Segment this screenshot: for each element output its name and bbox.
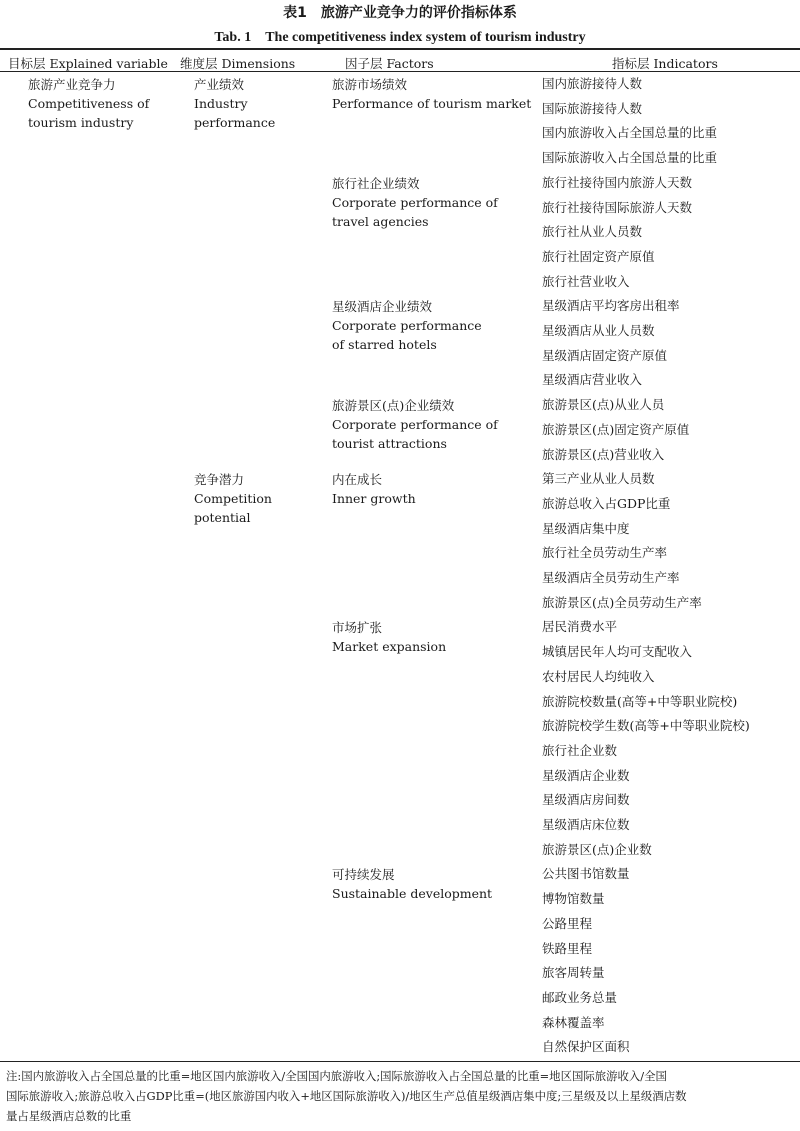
indicator-item: 旅行社全员劳动生产率: [542, 545, 668, 561]
factor-cell: [332, 75, 531, 113]
indicator-item: 旅游景区(点)营业收入: [542, 446, 665, 462]
factor-cell: [332, 865, 492, 903]
header-dimension: 维度层 Dimensions: [180, 56, 296, 71]
indicator-item: 星级酒店从业人员数: [542, 323, 655, 338]
indicator-item: 星级酒店企业数: [542, 767, 630, 783]
note-line: 注:国内旅游收入占全国总量的比重=地区国内旅游收入/全国国内旅游收入;国际旅游收入占全国总量的比重=地区国际旅游收入/全国: [6, 1069, 667, 1083]
factor-cn: 可持续发展: [332, 867, 395, 882]
factor-cn: 旅游市场绩效: [332, 77, 408, 92]
indicator-item: 星级酒店全员劳动生产率: [542, 570, 680, 585]
indicator-item: 博物馆数量: [542, 891, 605, 907]
indicator-item: 旅行社企业数: [542, 742, 618, 758]
factor-en1: Inner growth: [332, 491, 416, 506]
indicator-item: 星级酒店集中度: [542, 520, 630, 536]
indicator-item: 旅行社从业人员数: [542, 224, 643, 240]
table-title-english: Tab. 1 The competitiveness index system of tourism industry: [214, 30, 586, 45]
factor-cell: [332, 297, 482, 354]
header-rule: [0, 71, 800, 72]
dimension-en2: potential: [194, 510, 251, 525]
factor-en1: Market expansion: [332, 639, 447, 654]
target-cell: [28, 75, 149, 132]
indicator-item: 旅行社接待国内旅游人天数: [542, 174, 693, 190]
indicator-item: 旅游院校数量(高等+中等职业院校): [542, 693, 738, 709]
target-cn: 旅游产业竞争力: [28, 77, 116, 92]
indicator-item: 旅游总收入占GDP比重: [542, 495, 671, 511]
indicator-item: 国际旅游接待人数: [542, 100, 643, 116]
factor-en1: Corporate performance of: [332, 417, 498, 432]
factor-en2: travel agencies: [332, 214, 429, 229]
indicator-item: 星级酒店固定资产原值: [542, 347, 668, 363]
indicator-item: 铁路里程: [542, 940, 593, 956]
target-en1: Competitiveness of: [28, 96, 150, 111]
indicator-item: 旅游景区(点)全员劳动生产率: [542, 594, 702, 610]
indicator-item: 旅游景区(点)固定资产原值: [542, 421, 690, 437]
factor-cell: [332, 470, 416, 508]
indicator-item: 旅行社营业收入: [542, 273, 630, 289]
factor-en2: of starred hotels: [332, 337, 437, 352]
dimension-en2: performance: [194, 115, 276, 130]
factor-cn: 星级酒店企业绩效: [332, 299, 433, 314]
factor-cell: [332, 174, 498, 231]
factor-cell: [332, 618, 446, 656]
factor-cell: [332, 396, 498, 453]
factor-cn: 旅行社企业绩效: [332, 176, 420, 191]
factor-cn: 内在成长: [332, 472, 383, 487]
indicator-item: 公路里程: [542, 915, 593, 931]
note-line: 国际旅游收入;旅游总收入占GDP比重=(地区旅游国内收入+地区国际旅游收入)/地区生产总值星级酒店集中度;三星级及以上星级酒店数: [6, 1089, 687, 1103]
dimension-en1: Industry: [194, 96, 248, 111]
dimension-cell: [194, 470, 272, 527]
table-note: [6, 1066, 796, 1126]
dimension-en1: Competition: [194, 491, 272, 506]
indicator-item: 邮政业务总量: [542, 989, 618, 1005]
indicator-item: 旅客周转量: [542, 965, 605, 981]
header-target: 目标层 Explained variable: [8, 56, 168, 71]
indicator-item: 旅行社接待国际旅游人天数: [542, 199, 693, 215]
indicator-item: 星级酒店房间数: [542, 792, 630, 808]
indicator-item: 国内旅游收入占全国总量的比重: [542, 125, 718, 141]
indicator-item: 星级酒店平均客房出租率: [542, 298, 680, 314]
dimension-cn: 竞争潜力: [194, 472, 245, 487]
top-rule: [0, 48, 800, 50]
factor-en1: Sustainable development: [332, 886, 493, 901]
indicator-item: 旅游院校学生数(高等+中等职业院校): [542, 718, 750, 734]
indicator-item: 星级酒店营业收入: [542, 372, 643, 388]
indicator-item: 居民消费水平: [542, 619, 618, 635]
dimension-cell: [194, 75, 275, 132]
factor-en1: Corporate performance of: [332, 195, 498, 210]
indicator-item: 旅行社固定资产原值: [542, 248, 655, 264]
target-en2: tourism industry: [28, 115, 134, 130]
indicator-item: 农村居民人均纯收入: [542, 668, 655, 684]
indicator-item: 第三产业从业人员数: [542, 471, 655, 487]
table-title-chinese: 表1 旅游产业竞争力的评价指标体系: [283, 5, 517, 21]
indicator-item: 城镇居民年人均可支配收入: [542, 644, 693, 660]
factor-en2: tourist attractions: [332, 436, 447, 451]
factor-en1: Performance of tourism market: [332, 96, 532, 111]
factor-cn: 旅游景区(点)企业绩效: [332, 398, 455, 413]
bottom-rule: [0, 1061, 800, 1062]
indicator-item: 国内旅游接待人数: [542, 76, 643, 91]
indicator-item: 森林覆盖率: [542, 1014, 605, 1030]
note-line: 量占星级酒店总数的比重: [6, 1109, 132, 1123]
indicator-item: 旅游景区(点)从业人员: [542, 397, 665, 413]
indicator-item: 旅游景区(点)企业数: [542, 841, 652, 857]
indicator-item: 国际旅游收入占全国总量的比重: [542, 150, 718, 166]
header-factor: 因子层 Factors: [345, 56, 434, 71]
header-indicator: 指标层 Indicators: [612, 56, 718, 71]
indicator-item: 星级酒店床位数: [542, 817, 630, 832]
indicator-item: 自然保护区面积: [542, 1039, 630, 1055]
factor-cn: 市场扩张: [332, 620, 383, 635]
dimension-cn: 产业绩效: [194, 77, 245, 92]
factor-en1: Corporate performance: [332, 318, 482, 333]
indicator-item: 公共图书馆数量: [542, 866, 630, 882]
